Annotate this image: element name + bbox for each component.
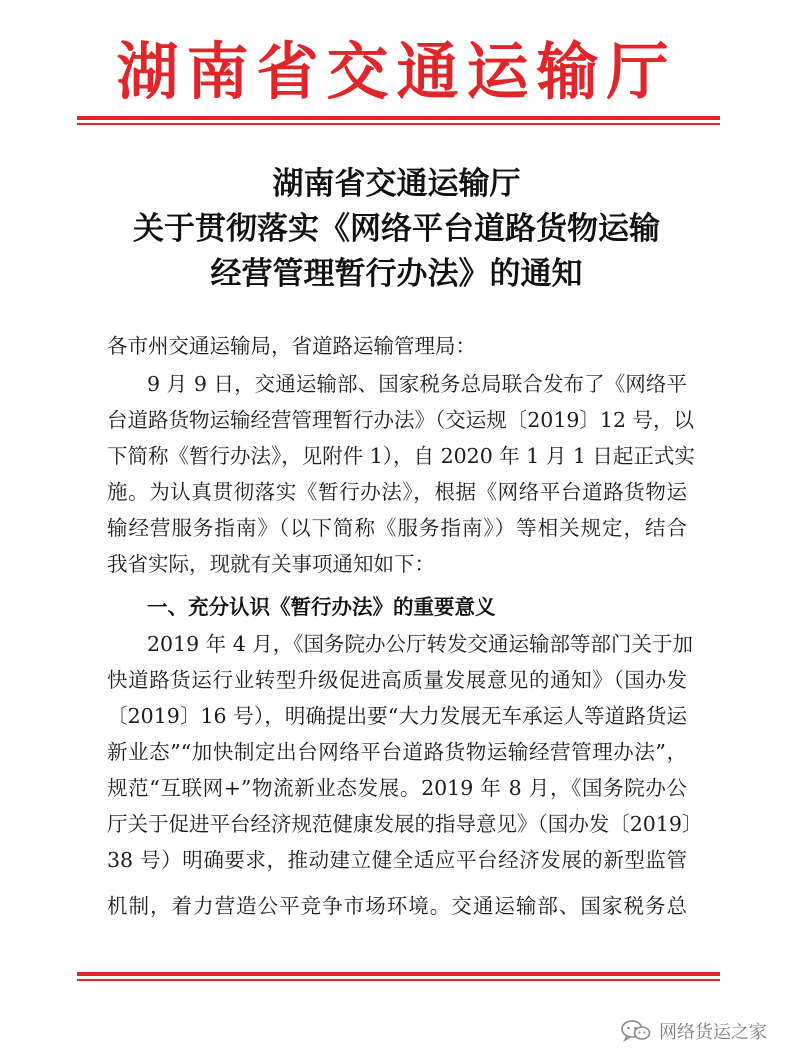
doc-title-line2: 关于贯彻落实《网络平台道路货物运输 <box>133 211 660 247</box>
paragraph-line: 机制，着力营造公平竞争市场环境。交通运输部、国家税务总 <box>107 894 687 918</box>
footer-rule-thin <box>77 979 720 981</box>
doc-title-line3: 经营管理暂行办法》的通知 <box>210 256 583 292</box>
paragraph-line: 我省实际，现就有关事项通知如下： <box>107 552 435 576</box>
paragraph-line: 规范“互联网+”物流新业态发展。2019 年 8 月，《国务院办公 <box>107 776 687 800</box>
paragraph-line: 厅关于促进平台经济规范健康发展的指导意见》（国办发〔2019〕 <box>107 812 703 836</box>
letterhead-title: 湖南省交通运输厅 <box>116 35 677 108</box>
paragraph-line: 新业态”“加快制定出台网络平台道路货物运输经营管理办法”， <box>107 740 687 764</box>
paragraph-line: 施。为认真贯彻落实《暂行办法》，根据《网络平台道路货物运 <box>107 480 687 504</box>
watermark <box>621 1018 767 1044</box>
wechat-icon <box>621 1019 651 1043</box>
salutation: 各市州交通运输局，省道路运输管理局： <box>107 334 476 358</box>
paragraph-line: 9 月 9 日，交通运输部、国家税务总局联合发布了《网络平 <box>147 372 687 396</box>
paragraph-line: 〔2019〕16 号），明确提出要“大力发展无车承运人等道路货运 <box>107 704 687 728</box>
paragraph-line: 2019 年 4 月，《国务院办公厅转发交通运输部等部门关于加 <box>147 632 694 656</box>
letterhead-rule-thin <box>77 123 720 125</box>
paragraph-line: 下简称《暂行办法》，见附件 1），自 2020 年 1 月 1 日起正式实 <box>107 444 695 468</box>
doc-title-line1: 湖南省交通运输厅 <box>272 166 521 202</box>
paragraph-line: 快道路货运行业转型升级促进高质量发展意见的通知》（国办发 <box>107 668 687 692</box>
watermark-text: 网络货运之家 <box>659 1022 767 1043</box>
paragraph-line: 台道路货物运输经营管理暂行办法》（交运规〔2019〕12 号，以 <box>107 408 695 432</box>
section-heading: 一、充分认识《暂行办法》的重要意义 <box>147 595 496 619</box>
paragraph-line: 38 号）明确要求，推动建立健全适应平台经济发展的新型监管 <box>107 848 687 872</box>
letterhead-rule-thick <box>77 116 720 120</box>
paragraph-line: 输经营服务指南》（以下简称《服务指南》）等相关规定，结合 <box>107 516 687 540</box>
footer-rule-thick <box>77 972 720 976</box>
